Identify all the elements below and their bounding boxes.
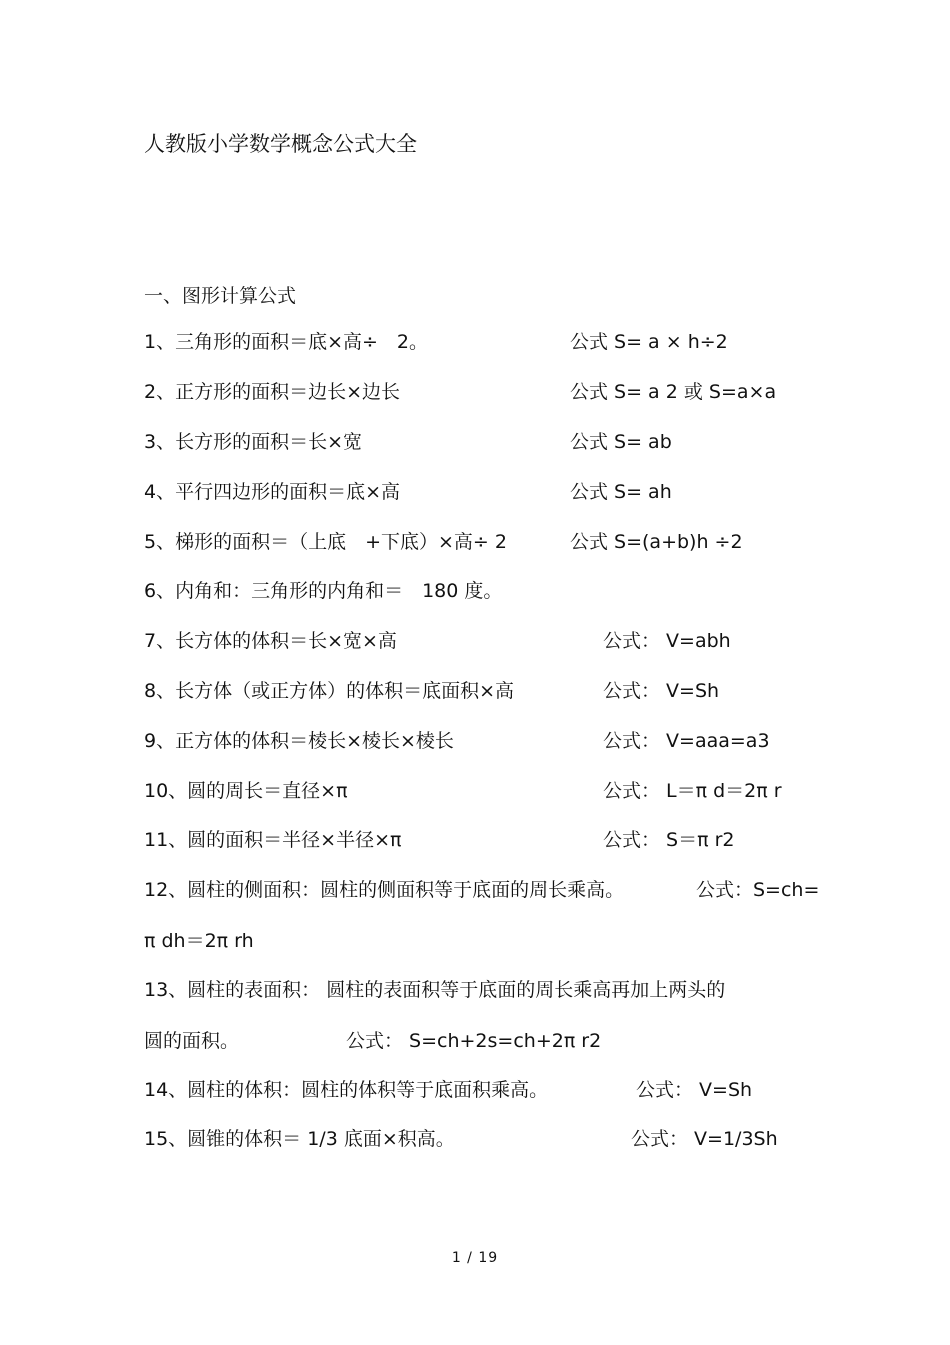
item-6-text: 6、内角和：三角形的内角和＝ 180 度。 — [144, 580, 503, 602]
section-heading: 一、图形计算公式 — [144, 285, 297, 307]
page-number: 1 / 19 — [451, 1250, 499, 1266]
item-14-text: 14、圆柱的体积：圆柱的体积等于底面积乘高。 — [144, 1079, 549, 1101]
item-8-text: 8、长方体（或正方体）的体积＝底面积×高 — [144, 680, 515, 702]
item-9-formula: 公式： V=aaa=a3 — [603, 730, 770, 752]
item-11-text: 11、圆的面积＝半径×半径×π — [144, 829, 402, 851]
item-10-formula: 公式： L＝π d＝2π r — [603, 780, 782, 802]
item-2-text: 2、正方形的面积＝边长×边长 — [144, 381, 401, 403]
item-3-formula: 公式 S= ab — [570, 431, 672, 453]
item-12-continuation: π dh＝2π rh — [144, 930, 254, 952]
item-7-text: 7、长方体的体积＝长×宽×高 — [144, 630, 397, 652]
item-10-text: 10、圆的周长＝直径×π — [144, 780, 348, 802]
item-4-formula: 公式 S= ah — [570, 481, 672, 503]
item-11-formula: 公式： S＝π r2 — [603, 829, 735, 851]
item-15-text: 15、圆锥的体积＝ 1/3 底面×积高。 — [144, 1128, 455, 1150]
item-15-formula: 公式： V=1/3Sh — [631, 1128, 778, 1150]
item-5-text: 5、梯形的面积＝（上底 +下底）×高÷ 2 — [144, 531, 507, 553]
item-14-formula: 公式： V=Sh — [636, 1079, 753, 1101]
item-13-formula: 公式： S=ch+2s=ch+2π r2 — [346, 1030, 602, 1052]
item-4-text: 4、平行四边形的面积＝底×高 — [144, 481, 401, 503]
item-12-formula: 公式：S=ch= — [696, 879, 820, 901]
item-8-formula: 公式： V=Sh — [603, 680, 720, 702]
item-1-text: 1、三角形的面积＝底×高÷ 2。 — [144, 331, 429, 353]
document-title: 人教版小学数学概念公式大全 — [144, 132, 417, 156]
item-7-formula: 公式： V=abh — [603, 630, 731, 652]
item-13-text: 13、圆柱的表面积： 圆柱的表面积等于底面的周长乘高再加上两头的 — [144, 979, 726, 1001]
item-2-formula: 公式 S= a 2 或 S=a×a — [570, 381, 777, 403]
item-3-text: 3、长方形的面积＝长×宽 — [144, 431, 363, 453]
item-9-text: 9、正方体的体积＝棱长×棱长×棱长 — [144, 730, 454, 752]
item-5-formula: 公式 S=(a+b)h ÷2 — [570, 531, 743, 553]
item-13-continuation: 圆的面积。 — [144, 1030, 240, 1052]
item-12-text: 12、圆柱的侧面积：圆柱的侧面积等于底面的周长乘高。 — [144, 879, 625, 901]
item-1-formula: 公式 S= a × h÷2 — [570, 331, 728, 353]
